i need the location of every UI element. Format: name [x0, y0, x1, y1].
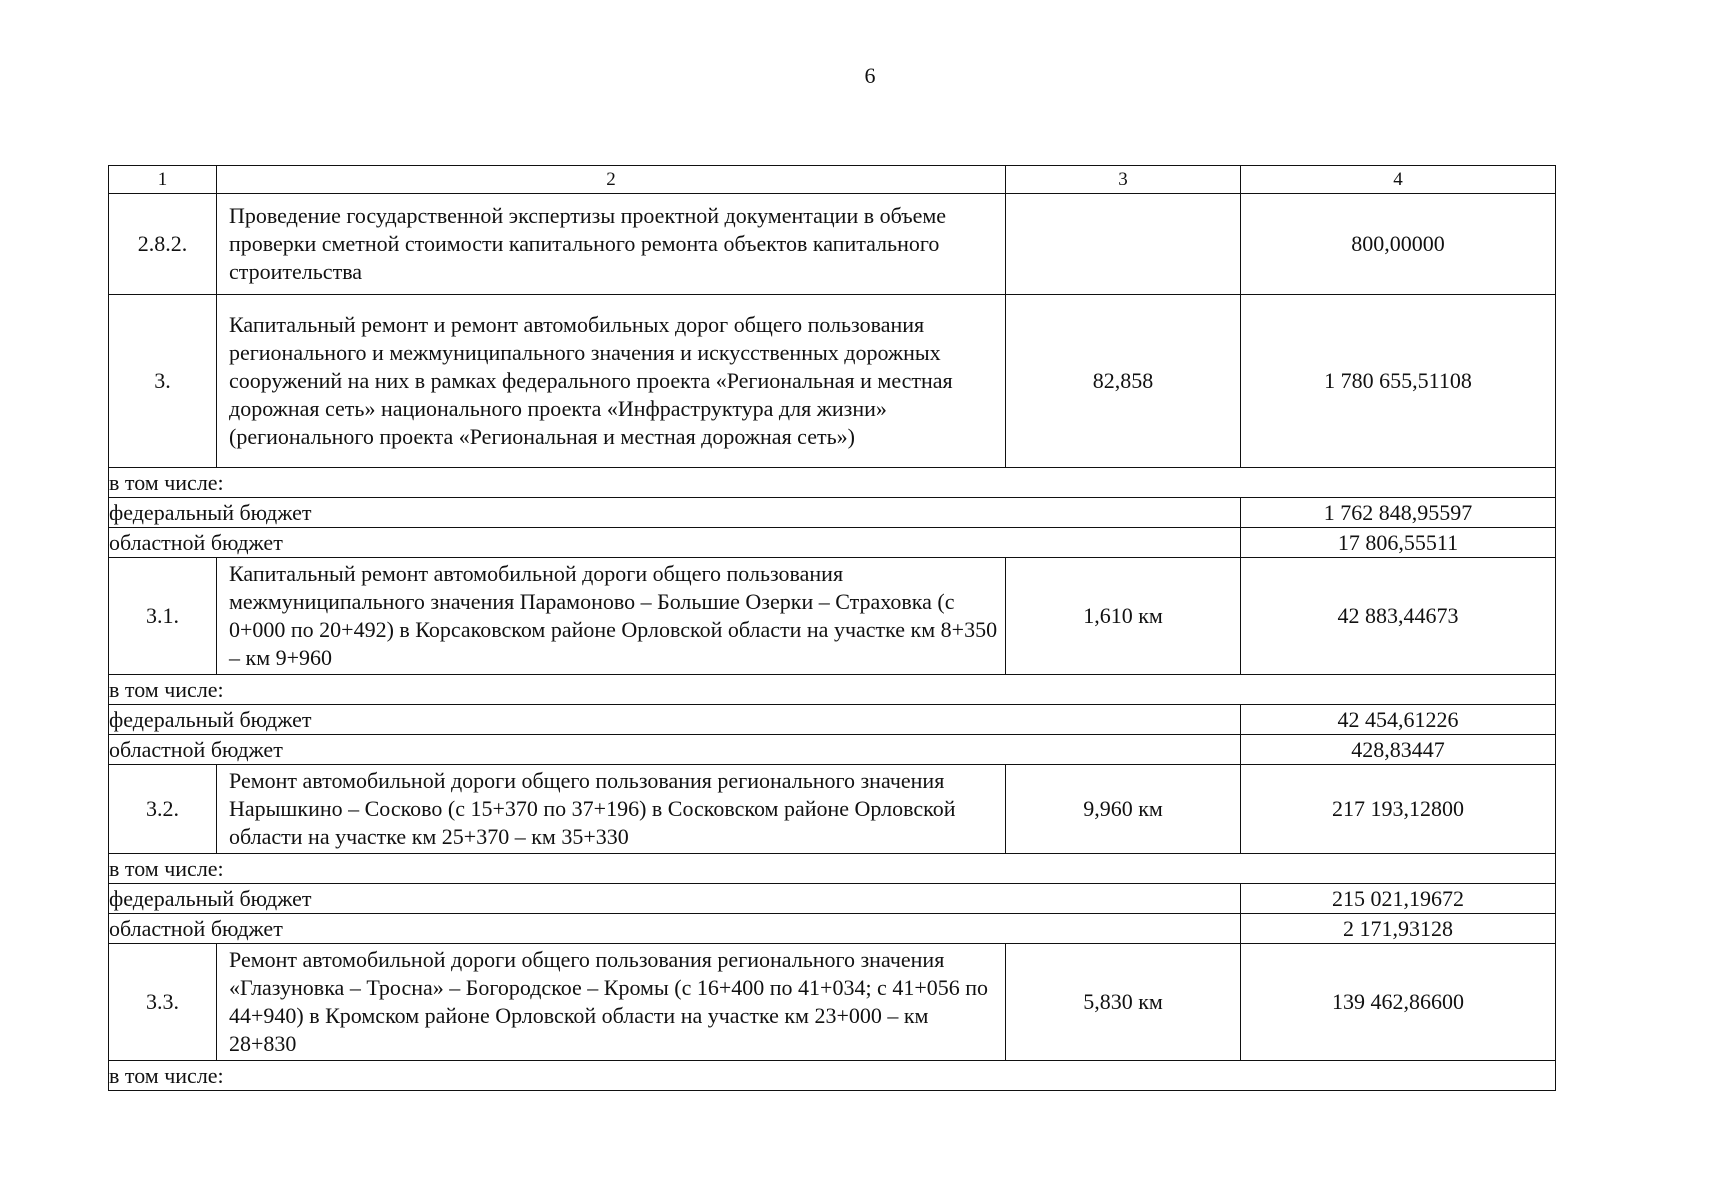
table-row — [109, 558, 1556, 675]
item-length: 82,858 — [1006, 295, 1241, 468]
item-description: Ремонт автомобильной дороги общего пользования регионального значения Нарышкино – Сосково (с 15+370 по 37+196) в Сосковском районе Орловской области на участке км 25+370 – км 35+330 — [217, 765, 1006, 854]
table-row — [109, 944, 1556, 1061]
including-row — [109, 675, 1556, 705]
item-number: 3.2. — [109, 765, 217, 854]
budget-row — [109, 884, 1556, 914]
including-label: в том числе: — [109, 1061, 1556, 1091]
item-number: 3.1. — [109, 558, 217, 675]
item-number: 2.8.2. — [109, 194, 217, 295]
budget-amount: 17 806,55511 — [1241, 528, 1556, 558]
page-number: 6 — [864, 63, 876, 88]
item-description: Капитальный ремонт автомобильной дороги общего пользования межмуниципального значения Парамоново – Большие Озерки – Страховка (с 0+000 по 20+492) в Корсаковском районе Орловской области на участке км 8+350 – км 9+960 — [217, 558, 1006, 675]
column-number-4: 4 — [1241, 166, 1556, 194]
including-row — [109, 854, 1556, 884]
budget-amount: 215 021,19672 — [1241, 884, 1556, 914]
item-description: Ремонт автомобильной дороги общего пользования регионального значения «Глазуновка – Тросна» – Богородское – Кромы (с 16+400 по 41+034; с 41+056 по 44+940) в Кромском районе Орловской области на участке км 23+000 – км 28+830 — [217, 944, 1006, 1061]
table-row — [109, 194, 1556, 295]
item-length: 1,610 км — [1006, 558, 1241, 675]
table-row — [109, 295, 1556, 468]
item-description: Капитальный ремонт и ремонт автомобильных дорог общего пользования регионального и межмуниципального значения и искусственных дорожных сооружений на них в рамках федерального проекта «Региональная и местная дорожная сеть» национального проекта «Инфраструктура для жизни» (регионального проекта «Региональная и местная дорожная сеть») — [217, 295, 1006, 468]
item-length: 5,830 км — [1006, 944, 1241, 1061]
column-number-2: 2 — [217, 166, 1006, 194]
table-header-row — [109, 166, 1556, 194]
budget-row — [109, 498, 1556, 528]
budget-label: федеральный бюджет — [109, 498, 1241, 528]
budget-table — [108, 165, 1556, 1091]
item-amount: 800,00000 — [1241, 194, 1556, 295]
budget-row — [109, 528, 1556, 558]
including-row — [109, 468, 1556, 498]
item-number: 3. — [109, 295, 217, 468]
budget-label: областной бюджет — [109, 914, 1241, 944]
item-number: 3.3. — [109, 944, 217, 1061]
including-label: в том числе: — [109, 675, 1556, 705]
column-number-1: 1 — [109, 166, 217, 194]
table-row — [109, 765, 1556, 854]
item-description: Проведение государственной экспертизы проектной документации в объеме проверки сметной стоимости капитального ремонта объектов капитального строительства — [217, 194, 1006, 295]
including-label: в том числе: — [109, 468, 1556, 498]
budget-row — [109, 735, 1556, 765]
budget-label: областной бюджет — [109, 735, 1241, 765]
budget-amount: 42 454,61226 — [1241, 705, 1556, 735]
item-length: 9,960 км — [1006, 765, 1241, 854]
item-amount: 1 780 655,51108 — [1241, 295, 1556, 468]
budget-row — [109, 914, 1556, 944]
item-amount: 139 462,86600 — [1241, 944, 1556, 1061]
item-length — [1006, 194, 1241, 295]
budget-amount: 1 762 848,95597 — [1241, 498, 1556, 528]
budget-amount: 2 171,93128 — [1241, 914, 1556, 944]
item-amount: 217 193,12800 — [1241, 765, 1556, 854]
column-number-3: 3 — [1006, 166, 1241, 194]
item-amount: 42 883,44673 — [1241, 558, 1556, 675]
including-label: в том числе: — [109, 854, 1556, 884]
budget-label: областной бюджет — [109, 528, 1241, 558]
including-row — [109, 1061, 1556, 1091]
budget-amount: 428,83447 — [1241, 735, 1556, 765]
budget-label: федеральный бюджет — [109, 705, 1241, 735]
budget-label: федеральный бюджет — [109, 884, 1241, 914]
budget-row — [109, 705, 1556, 735]
